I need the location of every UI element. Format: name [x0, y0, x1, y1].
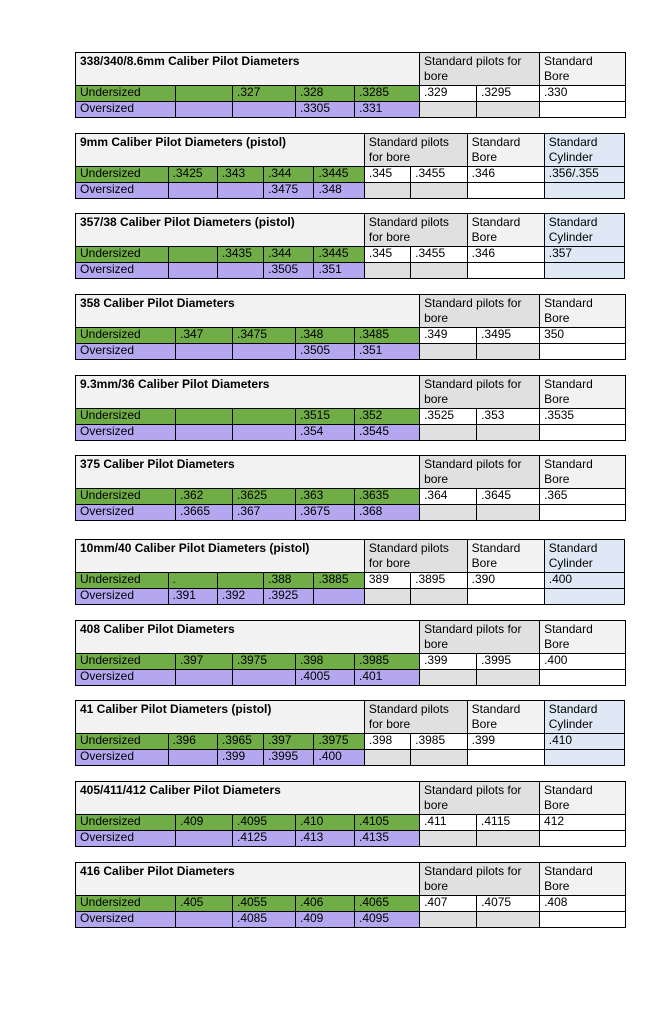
standard-pilot-empty	[477, 831, 540, 847]
standard-pilots-header: Standard pilots for bore	[420, 782, 540, 815]
oversized-label: Oversized	[76, 750, 169, 766]
undersized-value: .3975	[314, 734, 364, 750]
oversized-value	[168, 263, 217, 279]
standard-bore-value: 412	[540, 815, 626, 831]
oversized-value: .3995	[264, 750, 314, 766]
oversized-label: Oversized	[76, 589, 169, 605]
standard-bore-header: Standard Bore	[540, 782, 626, 815]
standard-pilot-empty	[477, 912, 540, 928]
standard-pilot-value: .349	[420, 328, 477, 344]
table-title: 405/411/412 Caliber Pilot Diameters	[76, 782, 420, 815]
standard-cylinder-header: Standard Cylinder	[544, 540, 624, 573]
oversized-value	[233, 344, 296, 360]
standard-pilots-header: Standard pilots for bore	[364, 540, 467, 573]
caliber-table	[75, 375, 625, 441]
oversized-value	[176, 670, 233, 686]
undersized-value: .	[168, 573, 217, 589]
undersized-value: .3285	[355, 86, 420, 102]
standard-bore-empty	[540, 670, 626, 686]
undersized-label: Undersized	[76, 734, 169, 750]
standard-pilot-value: 389	[364, 573, 410, 589]
table-title: 9mm Caliber Pilot Diameters (pistol)	[76, 134, 365, 167]
standard-pilot-empty	[420, 425, 477, 441]
oversized-value: .391	[168, 589, 217, 605]
undersized-value	[233, 409, 296, 425]
standard-pilot-value: .411	[420, 815, 477, 831]
undersized-label: Undersized	[76, 247, 169, 263]
standard-bore-value: .400	[540, 654, 626, 670]
undersized-label: Undersized	[76, 409, 176, 425]
oversized-value: .413	[296, 831, 355, 847]
oversized-value: .3505	[296, 344, 355, 360]
oversized-value: .4125	[233, 831, 296, 847]
undersized-value: .3475	[233, 328, 296, 344]
caliber-table	[75, 455, 625, 521]
standard-pilot-value: .407	[420, 896, 477, 912]
oversized-label: Oversized	[76, 670, 176, 686]
undersized-value: .343	[217, 167, 263, 183]
standard-pilot-value: .3455	[411, 167, 468, 183]
standard-cylinder-empty	[544, 750, 624, 766]
standard-pilot-empty	[364, 589, 410, 605]
standard-bore-value: .390	[467, 573, 544, 589]
table-title: 41 Caliber Pilot Diameters (pistol)	[76, 701, 365, 734]
table-title: 416 Caliber Pilot Diameters	[76, 863, 420, 896]
table-title: 338/340/8.6mm Caliber Pilot Diameters	[76, 53, 420, 86]
oversized-value	[176, 425, 233, 441]
oversized-value: .368	[355, 505, 420, 521]
undersized-value	[217, 573, 263, 589]
undersized-value: .3445	[314, 247, 364, 263]
oversized-value: .392	[217, 589, 263, 605]
standard-pilots-header: Standard pilots for bore	[364, 134, 467, 167]
standard-pilot-empty	[420, 505, 477, 521]
oversized-label: Oversized	[76, 344, 176, 360]
standard-bore-empty	[467, 750, 544, 766]
standard-bore-header: Standard Bore	[540, 456, 626, 489]
caliber-table	[75, 700, 625, 766]
standard-pilot-value: .3645	[477, 489, 540, 505]
standard-pilot-value: .399	[420, 654, 477, 670]
standard-pilot-value: .3295	[477, 86, 540, 102]
undersized-value: .388	[264, 573, 314, 589]
standard-bore-empty	[540, 831, 626, 847]
standard-bore-empty	[467, 263, 544, 279]
standard-pilot-value: .329	[420, 86, 477, 102]
oversized-value: .3675	[296, 505, 355, 521]
standard-pilots-header: Standard pilots for bore	[364, 701, 467, 734]
standard-pilot-empty	[477, 344, 540, 360]
oversized-value: .3545	[355, 425, 420, 441]
oversized-value	[233, 670, 296, 686]
undersized-label: Undersized	[76, 654, 176, 670]
undersized-value: .398	[296, 654, 355, 670]
oversized-label: Oversized	[76, 183, 169, 199]
caliber-table	[75, 213, 625, 279]
oversized-value: .399	[217, 750, 263, 766]
caliber-table	[75, 539, 625, 605]
caliber-table	[75, 781, 625, 847]
standard-pilots-header: Standard pilots for bore	[364, 214, 467, 247]
standard-bore-header: Standard Bore	[467, 214, 544, 247]
caliber-table	[75, 862, 625, 928]
oversized-label: Oversized	[76, 263, 169, 279]
caliber-table	[75, 133, 625, 199]
standard-cylinder-empty	[544, 183, 624, 199]
oversized-value	[314, 589, 364, 605]
undersized-value: .348	[296, 328, 355, 344]
oversized-value: .3925	[264, 589, 314, 605]
standard-pilot-value: .364	[420, 489, 477, 505]
standard-pilot-value: .345	[364, 167, 410, 183]
undersized-value: .3885	[314, 573, 364, 589]
undersized-value: .4065	[355, 896, 420, 912]
standard-pilots-header: Standard pilots for bore	[420, 376, 540, 409]
standard-bore-empty	[540, 912, 626, 928]
oversized-value	[168, 750, 217, 766]
undersized-value: .406	[296, 896, 355, 912]
oversized-value: .367	[233, 505, 296, 521]
standard-pilot-empty	[477, 425, 540, 441]
oversized-value: .4005	[296, 670, 355, 686]
oversized-value	[176, 831, 233, 847]
standard-bore-header: Standard Bore	[467, 701, 544, 734]
undersized-value: .3975	[233, 654, 296, 670]
standard-bore-empty	[540, 425, 626, 441]
standard-bore-empty	[540, 505, 626, 521]
standard-pilot-empty	[420, 102, 477, 118]
undersized-value: .328	[296, 86, 355, 102]
undersized-value: .3445	[314, 167, 364, 183]
oversized-value	[168, 183, 217, 199]
standard-cylinder-header: Standard Cylinder	[544, 701, 624, 734]
standard-pilot-value: .3995	[477, 654, 540, 670]
oversized-value: .401	[355, 670, 420, 686]
undersized-value: .352	[355, 409, 420, 425]
oversized-value: .3505	[264, 263, 314, 279]
oversized-value: .4085	[233, 912, 296, 928]
table-title: 358 Caliber Pilot Diameters	[76, 295, 420, 328]
table-title: 10mm/40 Caliber Pilot Diameters (pistol)	[76, 540, 365, 573]
standard-bore-value: .408	[540, 896, 626, 912]
oversized-value: .348	[314, 183, 364, 199]
undersized-value: .3425	[168, 167, 217, 183]
undersized-label: Undersized	[76, 167, 169, 183]
standard-bore-value: .346	[467, 167, 544, 183]
undersized-value: .397	[264, 734, 314, 750]
undersized-value	[176, 409, 233, 425]
undersized-value: .344	[264, 247, 314, 263]
standard-bore-header: Standard Bore	[467, 134, 544, 167]
caliber-table	[75, 294, 625, 360]
oversized-label: Oversized	[76, 425, 176, 441]
standard-pilot-empty	[364, 750, 410, 766]
standard-pilot-empty	[477, 670, 540, 686]
standard-pilot-value: .4115	[477, 815, 540, 831]
oversized-value	[217, 263, 263, 279]
undersized-value: .3635	[355, 489, 420, 505]
standard-pilot-empty	[420, 670, 477, 686]
oversized-value: .354	[296, 425, 355, 441]
standard-pilot-empty	[411, 750, 468, 766]
standard-pilots-header: Standard pilots for bore	[420, 863, 540, 896]
undersized-value: .363	[296, 489, 355, 505]
undersized-label: Undersized	[76, 489, 176, 505]
table-title: 375 Caliber Pilot Diameters	[76, 456, 420, 489]
standard-bore-header: Standard Bore	[540, 53, 626, 86]
undersized-value: .405	[176, 896, 233, 912]
undersized-label: Undersized	[76, 815, 176, 831]
oversized-value: .351	[314, 263, 364, 279]
standard-pilot-value: .3895	[411, 573, 468, 589]
undersized-value: .3625	[233, 489, 296, 505]
undersized-value: .344	[264, 167, 314, 183]
standard-bore-value: .365	[540, 489, 626, 505]
oversized-label: Oversized	[76, 831, 176, 847]
undersized-label: Undersized	[76, 86, 176, 102]
standard-bore-value: .3535	[540, 409, 626, 425]
undersized-value: .3435	[217, 247, 263, 263]
oversized-value	[233, 102, 296, 118]
undersized-label: Undersized	[76, 328, 176, 344]
standard-cylinder-value: .357	[544, 247, 624, 263]
standard-pilots-header: Standard pilots for bore	[420, 621, 540, 654]
undersized-value: .4095	[233, 815, 296, 831]
standard-pilot-value: .353	[477, 409, 540, 425]
standard-cylinder-value: .410	[544, 734, 624, 750]
oversized-label: Oversized	[76, 505, 176, 521]
undersized-value	[176, 86, 233, 102]
table-title: 357/38 Caliber Pilot Diameters (pistol)	[76, 214, 365, 247]
oversized-value	[233, 425, 296, 441]
undersized-value: .3485	[355, 328, 420, 344]
oversized-value: .3665	[176, 505, 233, 521]
undersized-value: .362	[176, 489, 233, 505]
undersized-value: .410	[296, 815, 355, 831]
standard-pilot-empty	[420, 912, 477, 928]
undersized-value: .327	[233, 86, 296, 102]
standard-bore-empty	[540, 102, 626, 118]
standard-pilot-empty	[364, 183, 410, 199]
standard-bore-value: .399	[467, 734, 544, 750]
oversized-value: .3475	[264, 183, 314, 199]
standard-bore-value: .346	[467, 247, 544, 263]
undersized-label: Undersized	[76, 573, 169, 589]
standard-pilot-empty	[364, 263, 410, 279]
oversized-value: .3305	[296, 102, 355, 118]
standard-pilot-empty	[420, 831, 477, 847]
standard-bore-header: Standard Bore	[540, 295, 626, 328]
standard-pilot-value: .398	[364, 734, 410, 750]
oversized-value: .351	[355, 344, 420, 360]
undersized-value: .396	[168, 734, 217, 750]
standard-pilot-value: .4075	[477, 896, 540, 912]
oversized-value: .400	[314, 750, 364, 766]
oversized-value	[176, 344, 233, 360]
standard-pilot-empty	[420, 344, 477, 360]
standard-cylinder-header: Standard Cylinder	[544, 134, 624, 167]
standard-bore-empty	[467, 183, 544, 199]
undersized-value	[168, 247, 217, 263]
oversized-value: .409	[296, 912, 355, 928]
standard-pilot-value: .345	[364, 247, 410, 263]
oversized-label: Oversized	[76, 912, 176, 928]
standard-pilot-empty	[477, 505, 540, 521]
undersized-value: .4055	[233, 896, 296, 912]
standard-pilot-value: .3455	[411, 247, 468, 263]
oversized-value: .4135	[355, 831, 420, 847]
undersized-value: .397	[176, 654, 233, 670]
undersized-value: .347	[176, 328, 233, 344]
standard-cylinder-value: .356/.355	[544, 167, 624, 183]
table-title: 408 Caliber Pilot Diameters	[76, 621, 420, 654]
oversized-value: .4095	[355, 912, 420, 928]
oversized-value	[176, 102, 233, 118]
oversized-label: Oversized	[76, 102, 176, 118]
caliber-table	[75, 52, 625, 118]
undersized-value: .409	[176, 815, 233, 831]
standard-cylinder-empty	[544, 589, 624, 605]
standard-bore-header: Standard Bore	[467, 540, 544, 573]
standard-pilot-empty	[411, 589, 468, 605]
undersized-value: .3985	[355, 654, 420, 670]
standard-bore-value: .330	[540, 86, 626, 102]
standard-pilot-value: .3525	[420, 409, 477, 425]
standard-bore-header: Standard Bore	[540, 376, 626, 409]
standard-bore-header: Standard Bore	[540, 621, 626, 654]
standard-pilot-value: .3985	[411, 734, 468, 750]
oversized-value	[217, 183, 263, 199]
undersized-value: .3965	[217, 734, 263, 750]
undersized-label: Undersized	[76, 896, 176, 912]
standard-cylinder-value: .400	[544, 573, 624, 589]
standard-pilot-empty	[411, 183, 468, 199]
table-title: 9.3mm/36 Caliber Pilot Diameters	[76, 376, 420, 409]
standard-bore-empty	[540, 344, 626, 360]
undersized-value: .4105	[355, 815, 420, 831]
standard-pilot-empty	[411, 263, 468, 279]
standard-cylinder-header: Standard Cylinder	[544, 214, 624, 247]
standard-pilots-header: Standard pilots for bore	[420, 295, 540, 328]
standard-pilot-value: .3495	[477, 328, 540, 344]
standard-pilots-header: Standard pilots for bore	[420, 53, 540, 86]
caliber-table	[75, 620, 625, 686]
standard-cylinder-empty	[544, 263, 624, 279]
standard-pilots-header: Standard pilots for bore	[420, 456, 540, 489]
standard-bore-header: Standard Bore	[540, 863, 626, 896]
undersized-value: .3515	[296, 409, 355, 425]
standard-pilot-empty	[477, 102, 540, 118]
oversized-value	[176, 912, 233, 928]
standard-bore-value: 350	[540, 328, 626, 344]
oversized-value: .331	[355, 102, 420, 118]
standard-bore-empty	[467, 589, 544, 605]
